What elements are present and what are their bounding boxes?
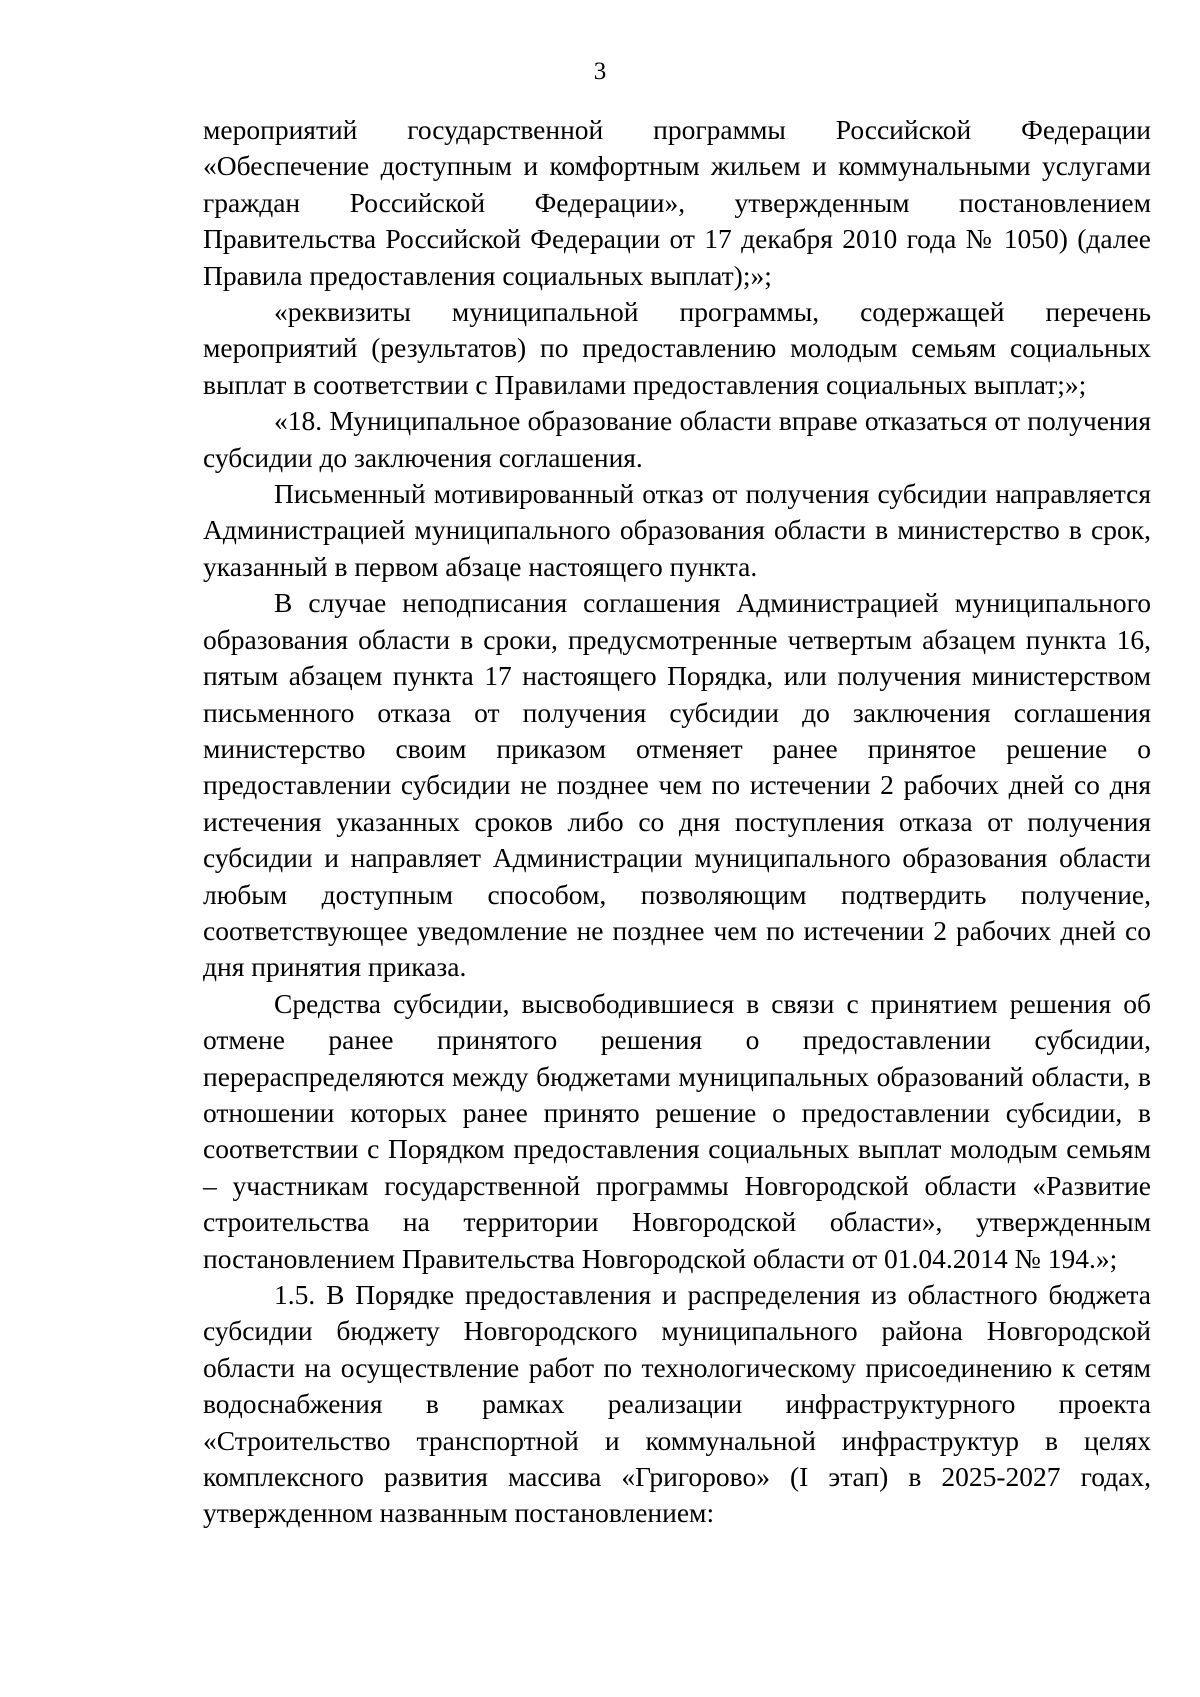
document-body — [203, 112, 1151, 1532]
paragraph-requisites: «реквизиты муниципальной программы, содержащей перечень мероприятий (результатов) по предоставлению молодым семьям социальных выплат в соответствии с Правилами предоставления социальных выплат;»; — [203, 296, 1151, 400]
paragraph-item-1-5: 1.5. В Порядке предоставления и распределения из областного бюджета субсидии бюджету Новгородского муниципального района Новгородской области на осуществление работ по технологическому присоединению к сетям водоснабжения в рамках реализации инфраструктурного проекта «Строительство транспортной и коммунальной инфраструктур в целях комплексного развития массива «Григорово» (I этап) в 2025-2027 годах, утвержденном названным постановлением: — [203, 1279, 1151, 1529]
paragraph-item-18: «18. Муниципальное образование области вправе отказаться от получения субсидии до заключения соглашения. — [203, 405, 1151, 473]
paragraph-non-signing: В случае неподписания соглашения Администрацией муниципального образования области в сроки, предусмотренные четвертым абзацем пункта 16, пятым абзацем пункта 17 настоящего Порядка, или получения министерством письменного отказа от получения субсидии до заключения соглашения министерство своим приказом отменяет ранее принятое решение о предоставлении субсидии не позднее чем по истечении 2 рабочих дней со дня истечения указанных сроков либо со дня поступления отказа от получения субсидии и направляет Администрации муниципального образования области любым доступным способом, позволяющим подтвердить получение, соответствующее уведомление не позднее чем по истечении 2 рабочих дней со дня принятия приказа. — [203, 587, 1151, 983]
paragraph-written-refusal: Письменный мотивированный отказ от получения субсидии направляется Администрацией муниципального образования области в министерство в срок, указанный в первом абзаце настоящего пункта. — [203, 478, 1151, 582]
page-number: 3 — [593, 58, 607, 85]
paragraph-subsidy-funds: Средства субсидии, высвободившиеся в связи с принятием решения об отмене ранее принятого решения о предоставлении субсидии, перераспределяются между бюджетами муниципальных образований области, в отношении которых ранее принято решение о предоставлении субсидии, в соответствии с Порядком предоставления социальных выплат молодым семьям – участникам государственной программы Новгородской области «Развитие строительства на территории Новгородской области», утвержденным постановлением Правительства Новгородской области от 01.04.2014 № 194.»; — [203, 987, 1151, 1274]
paragraph-continuation: мероприятий государственной программы Российской Федерации «Обеспечение доступным и комфортным жильем и коммунальными услугами граждан Российской Федерации», утвержденным постановлением Правительства Российской Федерации от 17 декабря 2010 года № 1050) (далее Правила предоставления социальных выплат);»; — [203, 114, 1151, 291]
